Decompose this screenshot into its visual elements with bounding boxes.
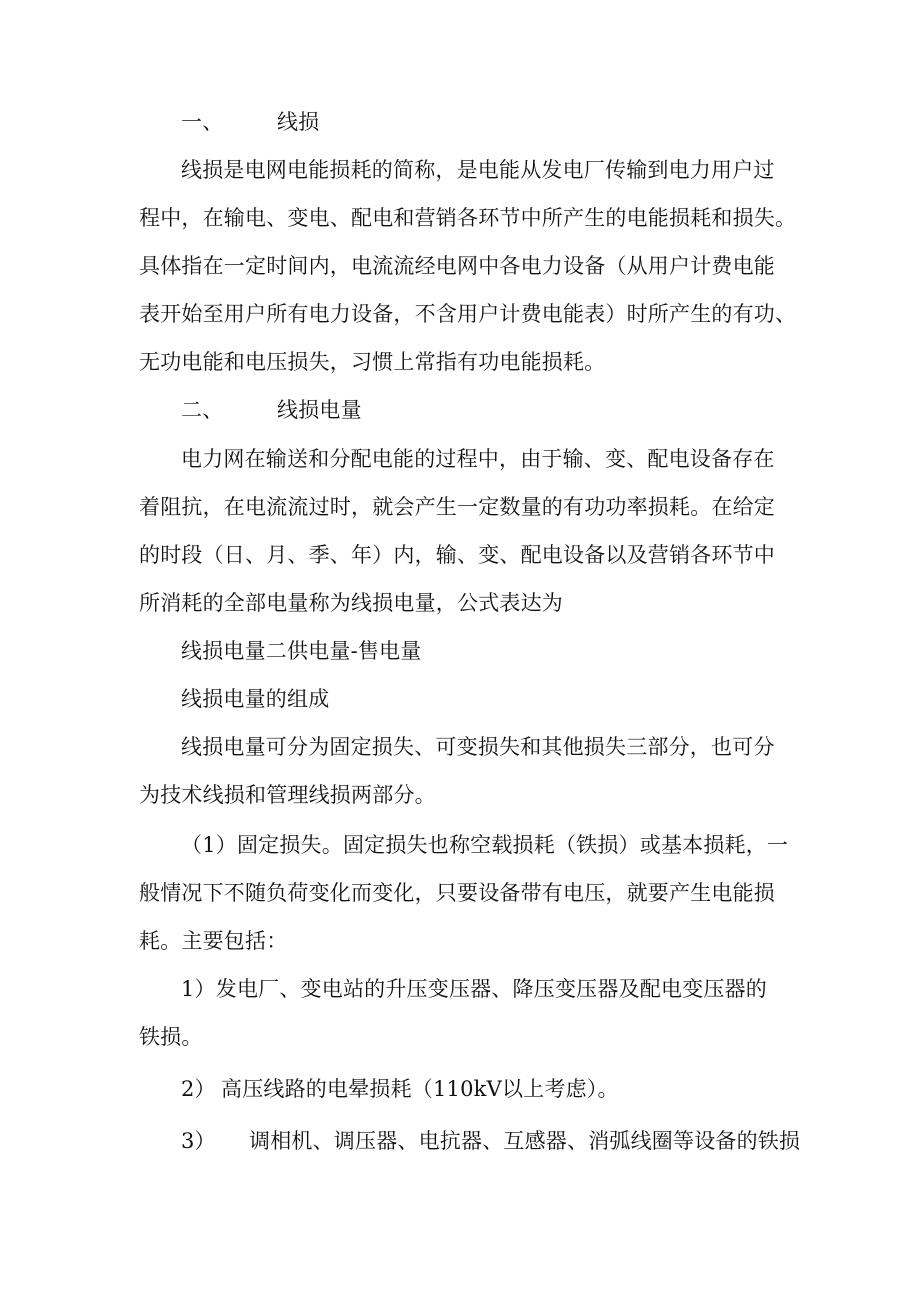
section-number: 二、 <box>181 398 224 422</box>
list-item-number: 3） <box>181 1129 216 1153</box>
list-item-2 <box>181 1074 861 1104</box>
list-item-text: 调相机、调压器、电抗器、互感器、消弧线圈等设备的铁损 <box>249 1129 801 1153</box>
list-item-line: 1）发电厂、变电站的升压变压器、降压变压器及配电变压器的 <box>181 977 767 1001</box>
paragraph-line: （1）固定损失。固定损失也称空载损耗（铁损）或基本损耗，一 <box>181 833 789 857</box>
formula-line: 线损电量二供电量-售电量 <box>181 639 422 663</box>
paragraph-line: 无功电能和电压损失，习惯上常指有功电能损耗。 <box>139 350 606 374</box>
paragraph-line: 程中，在输电、变电、配电和营销各环节中所产生的电能损耗和损失。 <box>139 206 797 230</box>
paragraph-line: 表开始至用户所有电力设备，不含用户计费电能表）时所产生的有功、 <box>139 302 797 326</box>
section-heading-1 <box>181 107 861 137</box>
section-title: 线损电量 <box>277 398 362 422</box>
paragraph-line: 所消耗的全部电量称为线损电量，公式表达为 <box>139 591 563 615</box>
list-item-line: 铁损。 <box>139 1025 203 1049</box>
section-number: 一、 <box>181 110 224 134</box>
paragraph-line: 具体指在一定时间内，电流流经电网中各电力设备（从用户计费电能 <box>139 254 775 278</box>
list-item-number: 2） <box>181 1077 216 1101</box>
list-item-text: 高压线路的电晕损耗（110kV以上考虑）。 <box>221 1077 619 1101</box>
paragraph-line: 为技术线损和管理线损两部分。 <box>139 783 436 807</box>
paragraph-line: 的时段（日、月、季、年）内，输、变、配电设备以及营销各环节中 <box>139 543 775 567</box>
paragraph-line: 着阻抗，在电流流过时，就会产生一定数量的有功功率损耗。在给定 <box>139 495 775 519</box>
section-heading-2 <box>181 395 861 425</box>
section-title: 线损 <box>277 110 320 134</box>
paragraph-line: 线损是电网电能损耗的简称，是电能从发电厂传输到电力用户过 <box>181 158 775 182</box>
paragraph-line: 般情况下不随负荷变化而变化，只要设备带有电压，就要产生电能损 <box>139 881 775 905</box>
subheading: 线损电量的组成 <box>181 687 330 711</box>
list-item-3 <box>181 1126 861 1156</box>
paragraph-line: 电力网在输送和分配电能的过程中，由于输、变、配电设备存在 <box>181 447 775 471</box>
paragraph-line: 线损电量可分为固定损失、可变损失和其他损失三部分，也可分 <box>181 735 775 759</box>
paragraph-line: 耗。主要包括： <box>139 929 288 953</box>
